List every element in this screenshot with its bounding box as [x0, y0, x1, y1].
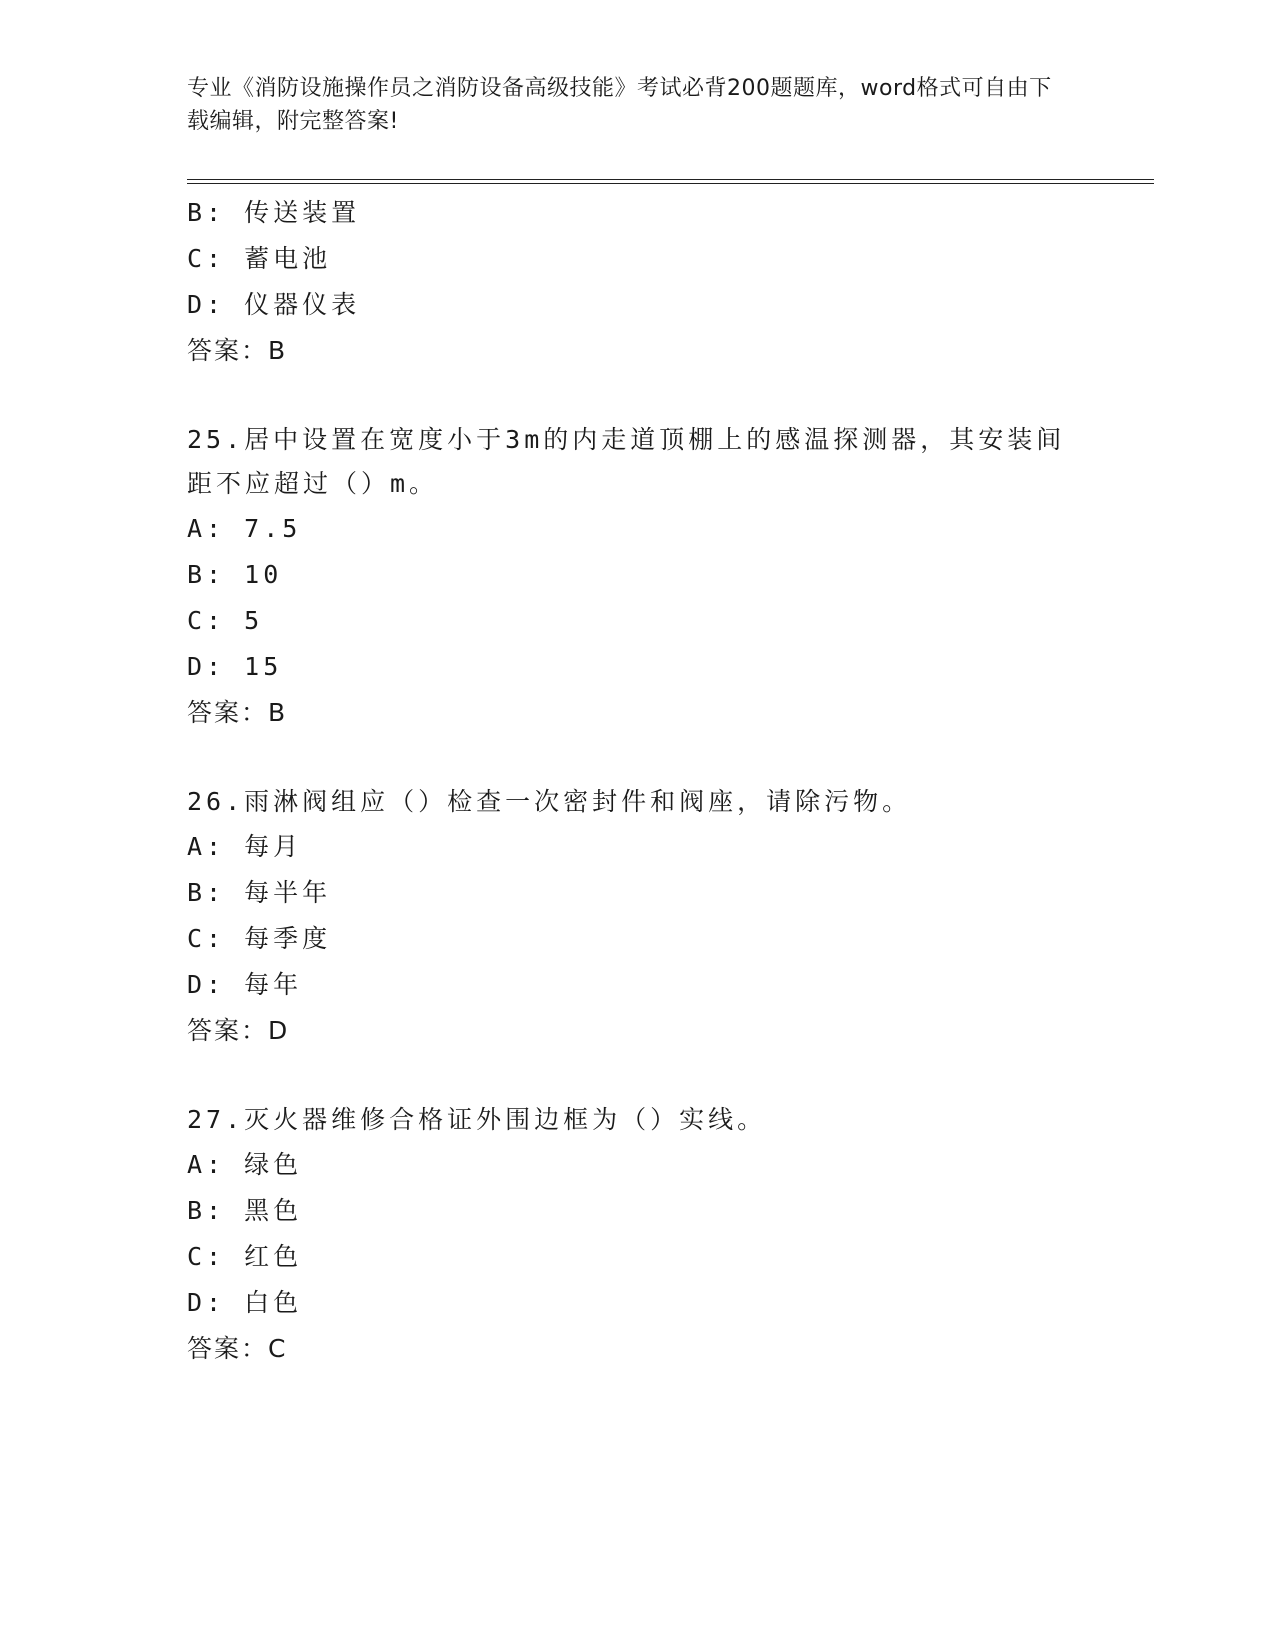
question-text: 27.灭火器维修合格证外围边框为（）实线。 — [187, 1105, 767, 1134]
question-25 — [187, 418, 1087, 736]
option-a: A: 每月 — [187, 832, 303, 861]
option-d: D: 白色 — [187, 1288, 303, 1317]
answer-line: 答案：D — [187, 1016, 290, 1045]
option-c: C: 5 — [187, 606, 264, 635]
header-divider-top — [187, 179, 1154, 180]
header-divider-bottom — [187, 183, 1154, 184]
answer-line: 答案：B — [187, 336, 288, 365]
question-text: 25.居中设置在宽度小于3m的内走道顶棚上的感温探测器，其安装间距不应超过（）m。 — [187, 425, 1066, 498]
question-24-continuation — [187, 190, 1087, 374]
option-a: A: 7.5 — [187, 514, 302, 543]
document-header: 专业《消防设施操作员之消防设备高级技能》考试必背200题题库，word格式可自由下载编辑，附完整答案! — [187, 76, 1052, 134]
option-c: C: 每季度 — [187, 924, 332, 953]
option-b: B: 黑色 — [187, 1196, 303, 1225]
question-text: 26.雨淋阀组应（）检查一次密封件和阀座，请除污物。 — [187, 787, 912, 816]
option-b: B: 10 — [187, 560, 283, 589]
option-c: C: 红色 — [187, 1242, 303, 1271]
option-c: C: 蓄电池 — [187, 244, 332, 273]
option-d: D: 每年 — [187, 970, 303, 999]
answer-line: 答案：C — [187, 1334, 288, 1363]
question-list — [187, 190, 1087, 1372]
option-d: D: 仪器仪表 — [187, 290, 361, 319]
option-b: B: 每半年 — [187, 878, 332, 907]
answer-line: 答案：B — [187, 698, 288, 727]
option-d: D: 15 — [187, 652, 283, 681]
question-26 — [187, 780, 1087, 1054]
option-b: B: 传送装置 — [187, 198, 361, 227]
option-a: A: 绿色 — [187, 1150, 303, 1179]
question-27 — [187, 1098, 1087, 1372]
